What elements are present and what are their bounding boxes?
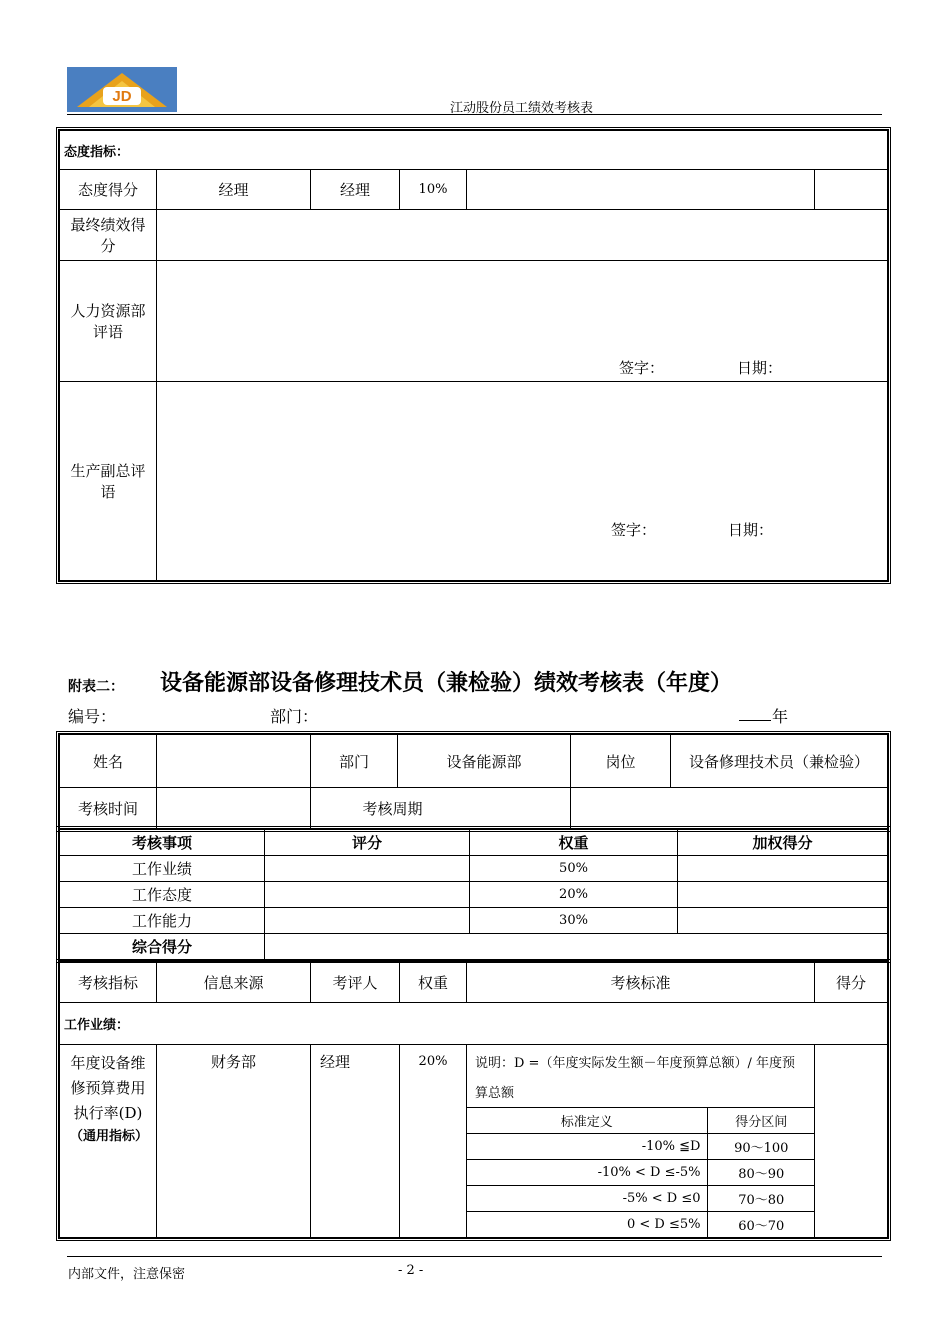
standard-subtable (467, 1107, 815, 1237)
std-def: -5% < D ≤0 (467, 1186, 707, 1212)
vp-date-label: 日期： (728, 521, 774, 539)
hr-comment-cell[interactable] (157, 261, 888, 382)
criteria-header-indicator: 考核指标 (60, 963, 157, 1003)
company-logo (67, 67, 177, 112)
hr-sign-label: 签字： (619, 359, 665, 377)
performance-section-label: 工作业绩： (60, 1003, 888, 1045)
criteria-score-cell[interactable] (815, 1045, 888, 1238)
standard-cell (467, 1045, 815, 1238)
table-row (60, 856, 888, 882)
vp-comment-cell[interactable] (157, 382, 888, 581)
period-label: 考核周期 (311, 788, 571, 829)
position-value: 设备修理技术员（兼检验） (671, 735, 888, 788)
summary-weight: 30% (470, 908, 678, 934)
attitude-score-cell[interactable] (815, 170, 888, 210)
summary-header-score: 评分 (265, 830, 470, 856)
vp-sign-label: 签字： (611, 521, 657, 539)
criteria-header-source: 信息来源 (157, 963, 311, 1003)
hr-comment-label: 人力资源部评语 (60, 261, 157, 382)
summary-weight: 20% (470, 882, 678, 908)
criteria-header-evaluator: 考评人 (311, 963, 400, 1003)
criteria-header-weight: 权重 (400, 963, 467, 1003)
summary-header-weight: 权重 (470, 830, 678, 856)
document-title: 江动股份员工绩效考核表 (450, 101, 594, 116)
hr-date-label: 日期： (737, 359, 783, 377)
standard-description: 说明：D =（年度实际发生额－年度预算总额）/ 年度预算总额 (475, 1056, 795, 1101)
std-header-range: 得分区间 (707, 1108, 815, 1134)
criteria-header-score: 得分 (815, 963, 888, 1003)
weight-value: 20% (400, 1045, 467, 1238)
attitude-evaluator: 经理 (311, 170, 400, 210)
attitude-standard-cell[interactable] (467, 170, 815, 210)
vp-comment-label: 生产副总评语 (60, 382, 157, 581)
std-header-def: 标准定义 (467, 1108, 707, 1134)
table-row (467, 1186, 815, 1212)
summary-score-cell[interactable] (265, 856, 470, 882)
time-cell[interactable] (157, 788, 311, 829)
std-def: 0 < D ≤5% (467, 1212, 707, 1238)
summary-weighted-cell[interactable] (678, 856, 888, 882)
year-input-line[interactable] (739, 720, 771, 721)
summary-weighted-cell[interactable] (678, 882, 888, 908)
dept-value: 设备能源部 (398, 735, 571, 788)
final-score-cell[interactable] (157, 210, 888, 261)
evaluator-value: 经理 (311, 1045, 400, 1238)
table-row (467, 1160, 815, 1186)
appendix-title: 设备能源部设备修理技术员（兼检验）绩效考核表（年度） (160, 670, 733, 696)
final-score-label: 最终绩效得分 (60, 210, 157, 261)
summary-weight: 50% (470, 856, 678, 882)
dept-label: 部门 (311, 735, 398, 788)
name-label: 姓名 (60, 735, 157, 788)
attitude-source: 经理 (157, 170, 311, 210)
std-range: 70～80 (707, 1186, 815, 1212)
attitude-table (59, 130, 888, 581)
period-cell[interactable] (571, 788, 888, 829)
summary-weighted-cell[interactable] (678, 908, 888, 934)
dept-field-label: 部门： (270, 707, 319, 726)
source-value: 财务部 (157, 1045, 311, 1238)
std-def: -10% ≦D (467, 1134, 707, 1160)
std-range: 60～70 (707, 1212, 815, 1238)
std-def: -10% < D ≤-5% (467, 1160, 707, 1186)
appendix-prefix: 附表二： (68, 679, 124, 695)
table-row (60, 882, 888, 908)
header-divider (67, 114, 882, 115)
summary-item: 工作态度 (60, 882, 265, 908)
summary-score-cell[interactable] (265, 882, 470, 908)
number-label: 编号： (68, 707, 117, 726)
year-label: 年 (772, 707, 789, 726)
time-label: 考核时间 (60, 788, 157, 829)
attitude-section-label: 态度指标： (60, 131, 888, 170)
total-label: 综合得分 (60, 934, 265, 960)
summary-item: 工作能力 (60, 908, 265, 934)
svg-text:JD: JD (112, 88, 132, 105)
table-row (467, 1212, 815, 1238)
footer-divider (67, 1256, 882, 1257)
criteria-table (59, 962, 888, 1238)
position-label: 岗位 (571, 735, 671, 788)
std-range: 90～100 (707, 1134, 815, 1160)
summary-header-weighted: 加权得分 (678, 830, 888, 856)
attitude-weight: 10% (400, 170, 467, 210)
attitude-score-label: 态度得分 (60, 170, 157, 210)
page-number: - 2 - (398, 1263, 424, 1278)
indicator-note: （通用指标） (70, 1129, 149, 1144)
summary-header-item: 考核事项 (60, 830, 265, 856)
confidential-note: 内部文件，注意保密 (68, 1267, 186, 1282)
indicator-cell (60, 1045, 157, 1238)
std-range: 80～90 (707, 1160, 815, 1186)
summary-table (59, 829, 888, 960)
summary-score-cell[interactable] (265, 908, 470, 934)
indicator-text: 年度设备维修预算费用执行率(D) (70, 1054, 146, 1122)
table-row (60, 908, 888, 934)
table-row (467, 1134, 815, 1160)
summary-item: 工作业绩 (60, 856, 265, 882)
criteria-header-standard: 考核标准 (467, 963, 815, 1003)
info-table (59, 734, 888, 829)
name-cell[interactable] (157, 735, 311, 788)
total-cell[interactable] (265, 934, 888, 960)
